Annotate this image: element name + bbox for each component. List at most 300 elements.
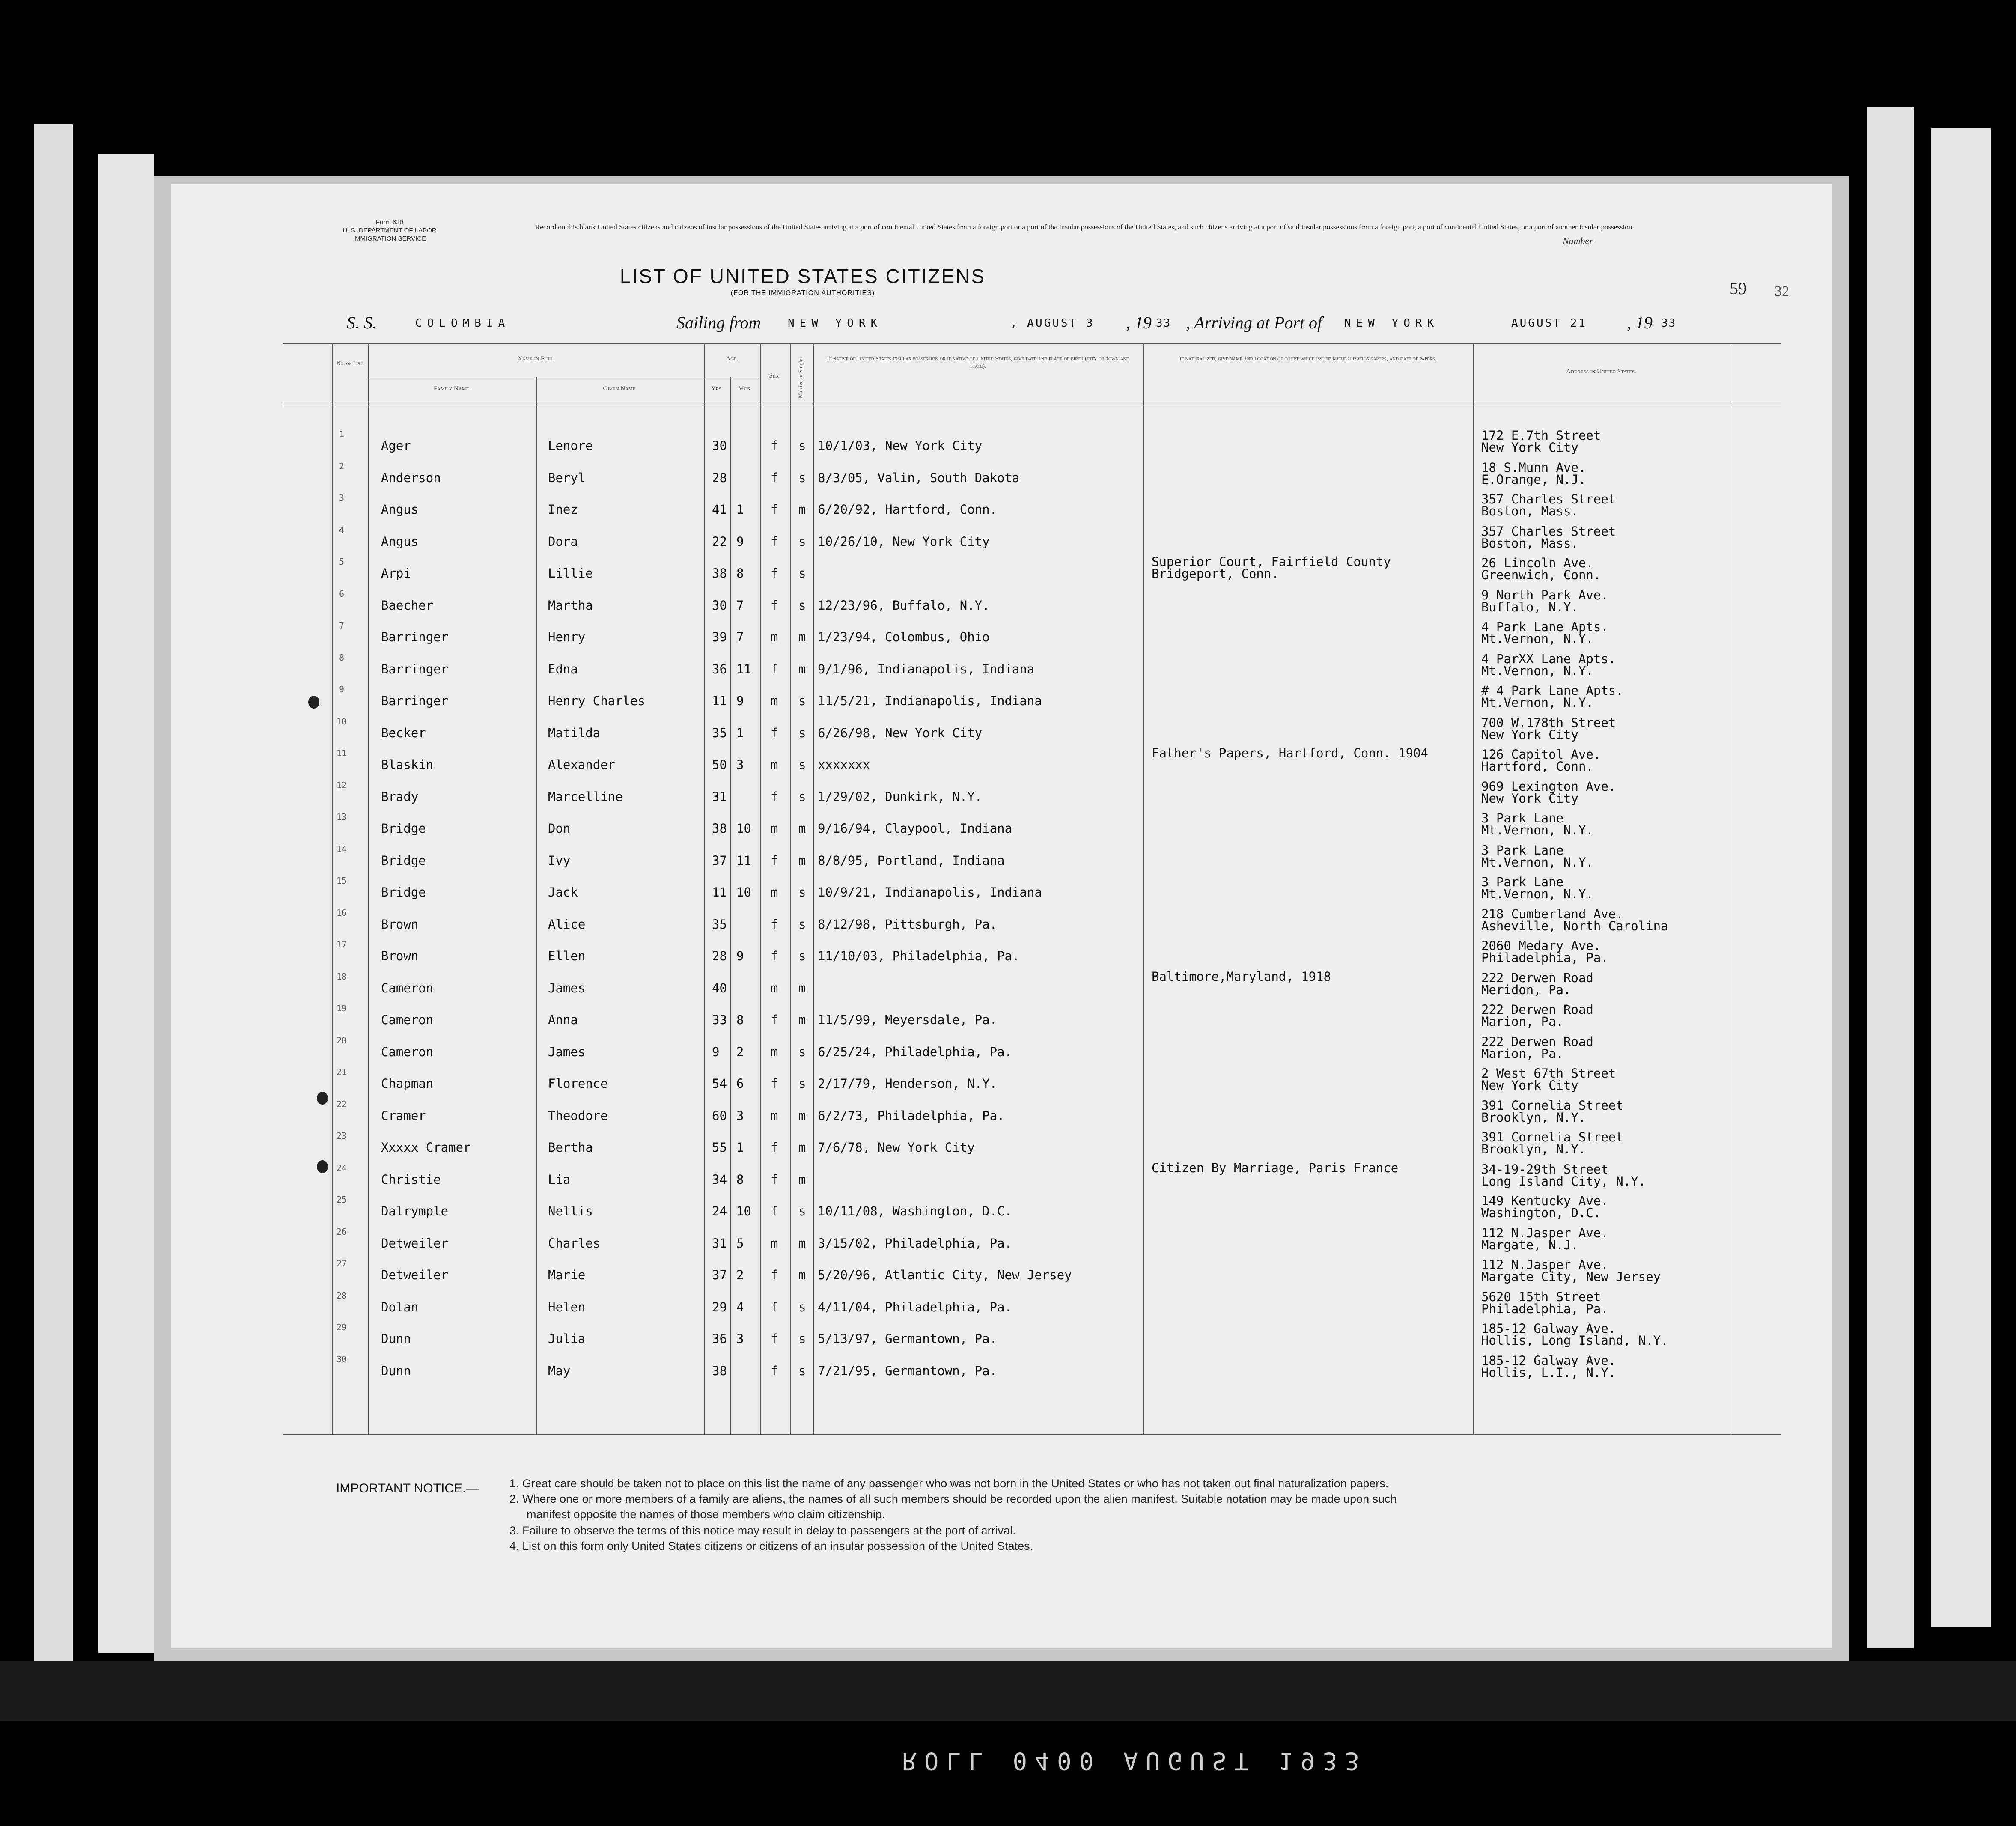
given-name: Edna [548, 661, 578, 676]
header-name-in-full: Name in Full. [517, 355, 555, 362]
family-name: Cameron [381, 1013, 434, 1027]
address-line-2: Mt.Vernon, N.Y. [1481, 695, 1593, 710]
row-number: 19 [336, 1003, 347, 1013]
address-line-1: 3 Park Lane [1481, 843, 1564, 858]
given-name: Ivy [548, 853, 571, 868]
age-years: 9 [712, 1044, 720, 1059]
address-line-2: Buffalo, N.Y. [1481, 599, 1578, 614]
marital-status: s [798, 789, 806, 804]
sex: f [771, 1268, 778, 1282]
sex: f [771, 789, 778, 804]
given-name: Lenore [548, 438, 593, 453]
age-years: 36 [712, 1332, 727, 1346]
row-number: 1 [339, 429, 345, 439]
marital-status: s [798, 725, 806, 740]
age-months: 9 [736, 949, 744, 963]
notice-item-4: 4. List on this form only United States citizens or citizens of an insular possession of the United States. [509, 1540, 1033, 1552]
given-name: Henry Charles [548, 694, 645, 708]
marital-status: s [798, 1044, 806, 1059]
family-name: Brown [381, 917, 419, 932]
birth-date-place: 8/12/98, Pittsburgh, Pa. [818, 917, 998, 932]
family-name: Christie [381, 1172, 441, 1187]
age-months: 2 [736, 1268, 744, 1282]
marital-status: s [798, 438, 806, 453]
birth-date-place: 10/1/03, New York City [818, 438, 983, 453]
manifest-page [171, 184, 1832, 1648]
given-name: Lia [548, 1172, 571, 1187]
address-line-2: Greenwich, Conn. [1481, 568, 1601, 582]
birth-date-place: 11/5/21, Indianapolis, Indiana [818, 694, 1042, 708]
address-line-1: 3 Park Lane [1481, 875, 1564, 889]
sex: f [771, 1332, 778, 1346]
row-number: 13 [336, 812, 347, 822]
age-months: 10 [736, 1204, 751, 1218]
address-line-2: New York City [1481, 791, 1578, 806]
age-years: 35 [712, 917, 727, 932]
address-line-2: Hollis, L.I., N.Y. [1481, 1365, 1616, 1380]
header-mos: Mos. [738, 385, 752, 392]
address-line-1: 3 Park Lane [1481, 811, 1564, 825]
departure-year: 33 [1156, 317, 1171, 330]
sex: f [771, 1140, 778, 1155]
sex: m [771, 821, 778, 836]
address-line-2: Asheville, North Carolina [1481, 918, 1668, 933]
film-margin-right [1867, 107, 1914, 1648]
page-title: LIST OF UNITED STATES CITIZENS [619, 265, 986, 287]
row-number: 15 [336, 876, 347, 886]
header-family-name: Family Name. [433, 385, 471, 392]
film-edge-band [0, 1661, 2016, 1721]
row-number: 25 [336, 1194, 347, 1205]
address-line-1: 222 Derwen Road [1481, 1034, 1593, 1049]
sex: f [771, 1299, 778, 1314]
table-row [171, 811, 1832, 851]
row-number: 27 [336, 1258, 347, 1269]
marital-status: m [798, 853, 806, 868]
marital-status: s [798, 1332, 806, 1346]
sex: f [771, 502, 778, 517]
address-line-2: Mt.Vernon, N.Y. [1481, 663, 1593, 678]
address-line-2: Boston, Mass. [1481, 536, 1578, 551]
age-years: 11 [712, 694, 727, 708]
row-number: 5 [339, 557, 345, 567]
age-years: 37 [712, 853, 727, 868]
given-name: Anna [548, 1013, 578, 1027]
birth-date-place: 12/23/96, Buffalo, N.Y. [818, 598, 990, 613]
age-years: 28 [712, 470, 727, 485]
row-number: 9 [339, 684, 345, 694]
row-number: 29 [336, 1322, 347, 1332]
birth-date-place: 11/5/99, Meyersdale, Pa. [818, 1013, 998, 1027]
header-age: Age. [726, 355, 739, 362]
row-number: 23 [336, 1131, 347, 1141]
family-name: Detweiler [381, 1268, 449, 1282]
row-number: 16 [336, 907, 347, 918]
given-name: Ellen [548, 949, 586, 963]
row-number: 8 [339, 652, 345, 663]
punch-hole [308, 696, 319, 709]
notice-item-1: 1. Great care should be taken not to place on this list the name of any passenger who was not born in the United States or who has not taken out final naturalization papers. [509, 1477, 1389, 1490]
address-line-2: Mt.Vernon, N.Y. [1481, 823, 1593, 837]
birth-date-place: xxxxxxx [818, 757, 870, 772]
age-months: 3 [736, 1332, 744, 1346]
family-name: Bridge [381, 885, 426, 900]
marital-status: m [798, 1013, 806, 1027]
header-sex: Sex. [769, 372, 781, 379]
age-years: 28 [712, 949, 727, 963]
family-name: Brady [381, 789, 419, 804]
given-name: Helen [548, 1299, 586, 1314]
family-name: Dunn [381, 1363, 411, 1378]
punch-hole [317, 1160, 328, 1173]
given-name: James [548, 980, 586, 995]
row-number: 21 [336, 1067, 347, 1077]
address-line-2: New York City [1481, 440, 1578, 455]
birth-date-place: 7/21/95, Germantown, Pa. [818, 1363, 998, 1378]
address-line-2: New York City [1481, 1078, 1578, 1093]
age-years: 38 [712, 821, 727, 836]
address-line-1: 172 E.7th Street [1481, 428, 1601, 443]
given-name: James [548, 1044, 586, 1059]
row-number: 18 [336, 971, 347, 982]
header-naturalization: If naturalized, give name and location of court which issued naturalization papers, and date of papers. [1179, 356, 1437, 362]
address-line-1: 2060 Medary Ave. [1481, 938, 1601, 953]
family-name: Cameron [381, 1044, 434, 1059]
given-name: Alice [548, 917, 586, 932]
address-line-2: Mt.Vernon, N.Y. [1481, 855, 1593, 870]
row-number: 11 [336, 748, 347, 758]
age-years: 33 [712, 1013, 727, 1027]
age-months: 9 [736, 694, 744, 708]
age-months: 11 [736, 853, 751, 868]
family-name: Cameron [381, 980, 434, 995]
row-number: 22 [336, 1099, 347, 1109]
age-months: 1 [736, 725, 744, 740]
address-line-1: 149 Kentucky Ave. [1481, 1194, 1608, 1208]
age-years: 55 [712, 1140, 727, 1155]
address-line-1: 4 Park Lane Apts. [1481, 620, 1608, 634]
age-months: 1 [736, 1140, 744, 1155]
address-line-2: Hartford, Conn. [1481, 759, 1593, 774]
arrival-year-prefix: , 19 [1627, 313, 1653, 332]
family-name: Dalrymple [381, 1204, 449, 1218]
given-name: Dora [548, 534, 578, 549]
address-line-2: Margate City, New Jersey [1481, 1269, 1661, 1284]
address-line-2: Margate, N.J. [1481, 1237, 1578, 1252]
sex: m [771, 885, 778, 900]
age-years: 34 [712, 1172, 727, 1187]
address-line-1: 18 S.Munn Ave. [1481, 460, 1586, 475]
ship-name: COLOMBIA [415, 317, 510, 330]
marital-status: s [798, 1204, 806, 1218]
birth-date-place: 4/11/04, Philadelphia, Pa. [818, 1299, 1012, 1314]
age-months: 8 [736, 566, 744, 581]
given-name: Alexander [548, 757, 616, 772]
address-line-1: 4 ParXX Lane Apts. [1481, 651, 1616, 666]
marital-status: m [798, 1140, 806, 1155]
row-number: 12 [336, 780, 347, 790]
marital-status: s [798, 566, 806, 581]
header-no: No. on List. [336, 360, 364, 366]
address-line-1: 222 Derwen Road [1481, 1002, 1593, 1017]
address-line-1: 700 W.178th Street [1481, 715, 1616, 730]
address-line-1: 126 Capitol Ave. [1481, 747, 1601, 762]
sex: f [771, 1363, 778, 1378]
sex: f [771, 534, 778, 549]
birth-date-place: 10/26/10, New York City [818, 534, 990, 549]
page-number-alt: 32 [1775, 283, 1789, 299]
age-months: 7 [736, 630, 744, 644]
age-years: 41 [712, 502, 727, 517]
age-months: 3 [736, 757, 744, 772]
given-name: Florence [548, 1076, 608, 1091]
family-name: Angus [381, 534, 419, 549]
sex: f [771, 853, 778, 868]
address-line-1: 391 Cornelia Street [1481, 1098, 1623, 1113]
address-line-2: New York City [1481, 727, 1578, 742]
age-years: 29 [712, 1299, 727, 1314]
age-months: 11 [736, 661, 751, 676]
birth-date-place: 10/11/08, Washington, D.C. [818, 1204, 1012, 1218]
family-name: Xxxxx Cramer [381, 1140, 471, 1155]
age-years: 37 [712, 1268, 727, 1282]
family-name: Chapman [381, 1076, 434, 1091]
marital-status: m [798, 1108, 806, 1123]
address-line-1: 9 North Park Ave. [1481, 587, 1608, 602]
birth-date-place: 9/1/96, Indianapolis, Indiana [818, 661, 1035, 676]
marital-status: s [798, 534, 806, 549]
family-name: Bridge [381, 853, 426, 868]
birth-date-place: 6/25/24, Philadelphia, Pa. [818, 1044, 1012, 1059]
given-name: Marie [548, 1268, 586, 1282]
age-years: 30 [712, 438, 727, 453]
age-years: 22 [712, 534, 727, 549]
family-name: Dunn [381, 1332, 411, 1346]
naturalization-info: Baltimore,Maryland, 1918 [1152, 969, 1331, 984]
address-line-1: 222 Derwen Road [1481, 970, 1593, 985]
marital-status: s [798, 917, 806, 932]
marital-status: m [798, 980, 806, 995]
row-number: 20 [336, 1035, 347, 1046]
marital-status: s [798, 598, 806, 613]
family-name: Anderson [381, 470, 441, 485]
arrival-port: NEW YORK [1344, 317, 1439, 330]
family-name: Becker [381, 725, 426, 740]
row-number: 26 [336, 1226, 347, 1237]
age-years: 31 [712, 1236, 727, 1251]
address-line-1: 26 Lincoln Ave. [1481, 556, 1593, 570]
department-name: U. S. DEPARTMENT OF LABOR [342, 227, 437, 234]
age-years: 50 [712, 757, 727, 772]
age-years: 38 [712, 566, 727, 581]
table-row [171, 779, 1832, 819]
row-number: 3 [339, 493, 345, 503]
sailing-from-label: Sailing from [676, 313, 761, 332]
sex: f [771, 566, 778, 581]
given-name: Lillie [548, 566, 593, 581]
header-yrs: Yrs. [711, 385, 724, 392]
age-months: 9 [736, 534, 744, 549]
sex: f [771, 1204, 778, 1218]
form-number: Form 630 [375, 219, 404, 226]
sex: f [771, 1076, 778, 1091]
service-name: IMMIGRATION SERVICE [353, 235, 426, 242]
family-name: Brown [381, 949, 419, 963]
sex: f [771, 1172, 778, 1187]
marital-status: s [798, 885, 806, 900]
punch-hole [317, 1092, 328, 1105]
passenger-table [171, 184, 1832, 1648]
age-months: 4 [736, 1299, 744, 1314]
header-birth: If native of United States insular possession or if native of United States, give date and place of birth (city or town and state). [827, 356, 1129, 369]
family-name: Bridge [381, 821, 426, 836]
naturalization-info: Citizen By Marriage, Paris France [1152, 1160, 1399, 1175]
given-name: Don [548, 821, 571, 836]
family-name: Barringer [381, 661, 449, 676]
family-name: Ager [381, 438, 411, 453]
birth-date-place: 3/15/02, Philadelphia, Pa. [818, 1236, 1012, 1251]
sex: m [771, 630, 778, 644]
family-name: Cramer [381, 1108, 426, 1123]
age-months: 7 [736, 598, 744, 613]
birth-date-place: 1/23/94, Colombus, Ohio [818, 630, 990, 644]
marital-status: m [798, 630, 806, 644]
age-months: 10 [736, 821, 751, 836]
sex: f [771, 438, 778, 453]
departure-year-prefix: , 19 [1126, 313, 1152, 332]
address-line-2: Philadelphia, Pa. [1481, 1301, 1608, 1316]
sex: m [771, 1108, 778, 1123]
sex: f [771, 917, 778, 932]
address-line-1: 357 Charles Street [1481, 492, 1616, 506]
given-name: May [548, 1363, 571, 1378]
film-margin-left-inner [98, 154, 154, 1653]
sex: f [771, 725, 778, 740]
marital-status: s [798, 470, 806, 485]
family-name: Detweiler [381, 1236, 449, 1251]
address-line-2: Hollis, Long Island, N.Y. [1481, 1333, 1668, 1348]
birth-date-place: 5/20/96, Atlantic City, New Jersey [818, 1268, 1072, 1282]
address-line-2: Boston, Mass. [1481, 504, 1578, 518]
age-months: 5 [736, 1236, 744, 1251]
age-years: 31 [712, 789, 727, 804]
birth-date-place: 2/17/79, Henderson, N.Y. [818, 1076, 998, 1091]
given-name: Jack [548, 885, 578, 900]
family-name: Arpi [381, 566, 411, 581]
row-number: 7 [339, 620, 345, 631]
row-number: 4 [339, 524, 345, 535]
age-years: 54 [712, 1076, 727, 1091]
marital-status: s [798, 694, 806, 708]
age-years: 39 [712, 630, 727, 644]
sex: f [771, 470, 778, 485]
age-years: 40 [712, 980, 727, 995]
address-line-1: 357 Charles Street [1481, 524, 1616, 539]
given-name: Marcelline [548, 789, 623, 804]
age-months: 1 [736, 502, 744, 517]
age-months: 10 [736, 885, 751, 900]
birth-date-place: 6/2/73, Philadelphia, Pa. [818, 1108, 1005, 1123]
header-married-single: Married or Single. [797, 357, 804, 398]
marital-status: m [798, 1268, 806, 1282]
table-row [171, 1353, 1832, 1394]
age-years: 38 [712, 1363, 727, 1378]
age-years: 35 [712, 725, 727, 740]
birth-date-place: 9/16/94, Claypool, Indiana [818, 821, 1012, 836]
given-name: Matilda [548, 725, 601, 740]
marital-status: m [798, 1236, 806, 1251]
age-years: 11 [712, 885, 727, 900]
row-number: 17 [336, 939, 347, 950]
age-years: 24 [712, 1204, 727, 1218]
row-number: 24 [336, 1162, 347, 1173]
marital-status: m [798, 821, 806, 836]
age-years: 36 [712, 661, 727, 676]
age-months: 8 [736, 1013, 744, 1027]
address-line-2: Washington, D.C. [1481, 1206, 1601, 1220]
address-line-2: Philadelphia, Pa. [1481, 950, 1608, 965]
notice-item-2-continued: manifest opposite the names of those members who claim citizenship. [527, 1508, 885, 1521]
row-number: 10 [336, 716, 347, 727]
arrival-year: 33 [1661, 317, 1677, 330]
arriving-label: , Arriving at Port of [1186, 313, 1322, 332]
given-name: Julia [548, 1332, 586, 1346]
age-months: 8 [736, 1172, 744, 1187]
naturalization-info: Father's Papers, Hartford, Conn. 1904 [1152, 746, 1429, 760]
sex: m [771, 1044, 778, 1059]
sex: f [771, 661, 778, 676]
age-months: 3 [736, 1108, 744, 1123]
family-name: Baecher [381, 598, 434, 613]
address-line-1: # 4 Park Lane Apts. [1481, 683, 1623, 698]
given-name: Beryl [548, 470, 586, 485]
row-number: 30 [336, 1354, 347, 1364]
age-years: 30 [712, 598, 727, 613]
birth-date-place: 11/10/03, Philadelphia, Pa. [818, 949, 1020, 963]
birth-date-place: 8/8/95, Portland, Indiana [818, 853, 1005, 868]
given-name: Martha [548, 598, 593, 613]
address-line-2: Brooklyn, N.Y. [1481, 1142, 1586, 1156]
address-line-1: 218 Cumberland Ave. [1481, 906, 1623, 921]
row-number: 14 [336, 843, 347, 854]
departure-date: , AUGUST 3 [1010, 317, 1095, 330]
film-margin-right-outer [1931, 128, 1991, 1627]
address-line-1: 969 Lexington Ave. [1481, 779, 1616, 794]
departure-port: NEW YORK [788, 317, 883, 330]
given-name: Theodore [548, 1108, 608, 1123]
address-line-1: 112 N.Jasper Ave. [1481, 1257, 1608, 1272]
marital-status: s [798, 1363, 806, 1378]
birth-date-place: 6/26/98, New York City [818, 725, 983, 740]
film-margin-left [34, 124, 73, 1665]
address-line-2: Long Island City, N.Y. [1481, 1174, 1646, 1189]
given-name: Bertha [548, 1140, 593, 1155]
given-name: Inez [548, 502, 578, 517]
sex: f [771, 1013, 778, 1027]
birth-date-place: 8/3/05, Valin, South Dakota [818, 470, 1020, 485]
family-name: Blaskin [381, 757, 434, 772]
marital-status: m [798, 1172, 806, 1187]
address-line-2: Mt.Vernon, N.Y. [1481, 632, 1593, 646]
address-line-1: 5620 15th Street [1481, 1289, 1601, 1304]
birth-date-place: 7/6/78, New York City [818, 1140, 975, 1155]
age-months: 6 [736, 1076, 744, 1091]
sex: m [771, 980, 778, 995]
address-line-2: Meridon, Pa. [1481, 982, 1571, 997]
marital-status: s [798, 1299, 806, 1314]
family-name: Barringer [381, 694, 449, 708]
given-name: Nellis [548, 1204, 593, 1218]
